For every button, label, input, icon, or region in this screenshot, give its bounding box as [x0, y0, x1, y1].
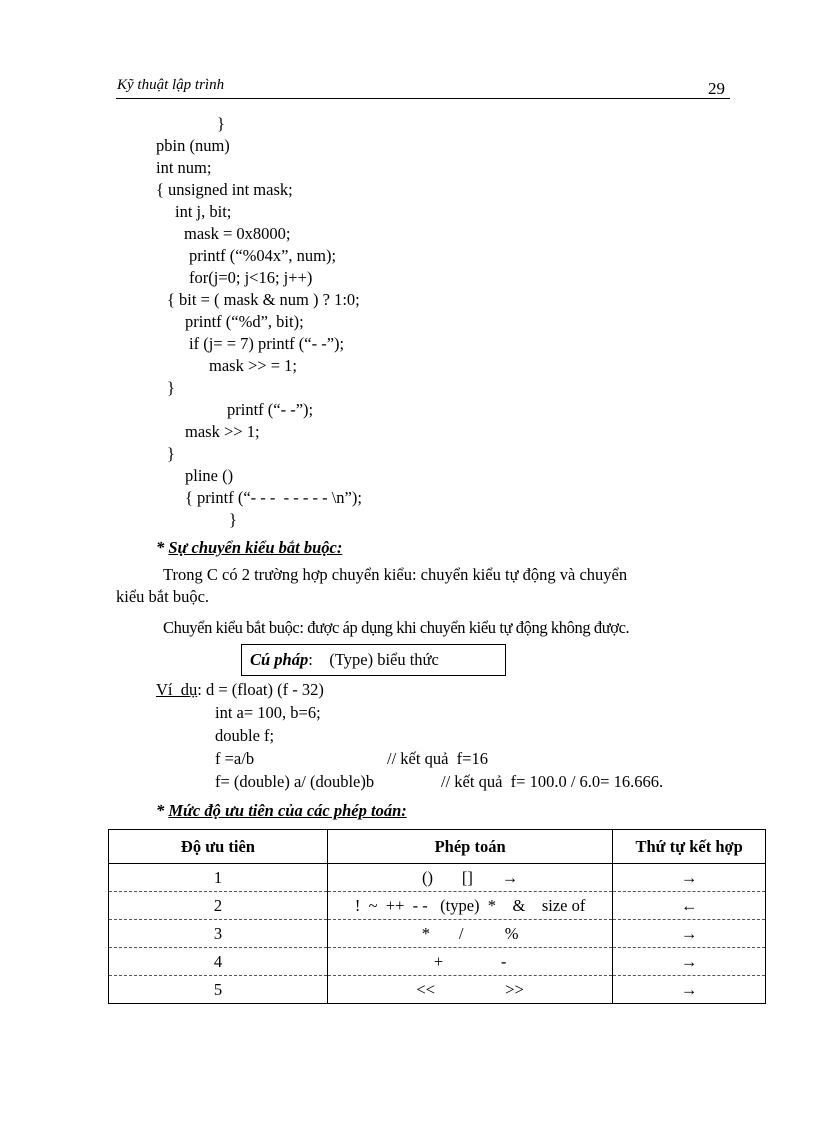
example-line: double f;: [215, 726, 275, 745]
example-line: int a= 100, b=6;: [215, 703, 321, 722]
direction-cell: →: [613, 920, 766, 948]
section-heading-precedence: [156, 801, 407, 821]
code-line: pline (): [185, 466, 234, 485]
priority-cell: 1: [109, 864, 328, 892]
code-line: if (j= = 7) printf (“- -”);: [189, 334, 345, 353]
example-first-line: Ví dụ: d = (float) (f - 32): [156, 680, 324, 699]
table-row: [109, 892, 766, 920]
code-line: printf (“- -”);: [227, 400, 314, 419]
direction-cell: →: [613, 948, 766, 976]
priority-cell: 2: [109, 892, 328, 920]
operators-cell: * / %: [327, 920, 612, 948]
section-bullet: *: [156, 801, 169, 820]
header-associativity: Thứ tự kết hợp: [613, 830, 766, 864]
example-line: f= (double) a/ (double)b: [215, 772, 375, 791]
code-line: { bit = ( mask & num ) ? 1:0;: [167, 290, 360, 309]
code-line: }: [217, 114, 225, 133]
section-bullet: *: [156, 538, 169, 557]
operators-cell: << >>: [327, 976, 612, 1004]
code-line: }: [167, 444, 175, 463]
operators-cell: + -: [327, 948, 612, 976]
priority-cell: 5: [109, 976, 328, 1004]
example-comment: // kết quả f= 100.0 / 6.0= 16.666.: [441, 772, 664, 791]
table-row: [109, 976, 766, 1004]
header-operators: Phép toán: [327, 830, 612, 864]
section-heading-text: Sự chuyển kiểu bắt buộc:: [168, 538, 343, 557]
code-line: int j, bit;: [175, 202, 232, 221]
table-header-row: [109, 830, 766, 864]
operators-cell: ! ~ ++ - - (type) * & size of: [327, 892, 612, 920]
table-row: [109, 920, 766, 948]
priority-cell: 3: [109, 920, 328, 948]
code-line: printf (“%04x”, num);: [189, 246, 337, 265]
example-comment: // kết quả f=16: [387, 749, 488, 768]
paragraph: Chuyển kiểu bắt buộc: được áp dụng khi chuyển kiểu tự động không được.: [163, 618, 630, 637]
code-line: { unsigned int mask;: [156, 180, 293, 199]
operators-cell: () [] →: [327, 864, 612, 892]
priority-cell: 4: [109, 948, 328, 976]
example-line: f =a/b: [215, 749, 255, 768]
operator-precedence-table: [108, 829, 766, 1004]
code-line: { printf (“- - - - - - - - \n”);: [185, 488, 362, 507]
section-heading-casting: [156, 538, 342, 558]
header-rule: [116, 98, 730, 99]
direction-cell: ←: [613, 892, 766, 920]
page-number: 29: [708, 79, 725, 98]
code-line: mask = 0x8000;: [184, 224, 291, 243]
syntax-line: Cú pháp: (Type) biểu thức: [250, 650, 439, 669]
code-line: }: [229, 510, 237, 529]
header-priority: Độ ưu tiên: [109, 830, 328, 864]
paragraph-line: kiểu bắt buộc.: [116, 587, 210, 606]
code-line: }: [167, 378, 175, 397]
direction-cell: →: [613, 976, 766, 1004]
example-label: Ví dụ: [156, 680, 198, 699]
code-line: printf (“%d”, bit);: [185, 312, 304, 331]
code-line: mask >> 1;: [185, 422, 260, 441]
paragraph-line: Trong C có 2 trường hợp chuyển kiểu: chuyển kiểu tự động và chuyển: [163, 565, 628, 584]
table-row: [109, 864, 766, 892]
section-heading-text: Mức độ ưu tiên của các phép toán:: [168, 801, 407, 820]
direction-cell: →: [613, 864, 766, 892]
code-line: int num;: [156, 158, 212, 177]
syntax-expression: (Type) biểu thức: [329, 650, 439, 669]
table-row: [109, 948, 766, 976]
code-line: for(j=0; j<16; j++): [189, 268, 313, 287]
running-header-title: Kỹ thuật lập trình: [117, 77, 225, 93]
code-line: pbin (num): [156, 136, 230, 155]
code-line: mask >> = 1;: [209, 356, 297, 375]
syntax-label: Cú pháp: [250, 650, 309, 669]
